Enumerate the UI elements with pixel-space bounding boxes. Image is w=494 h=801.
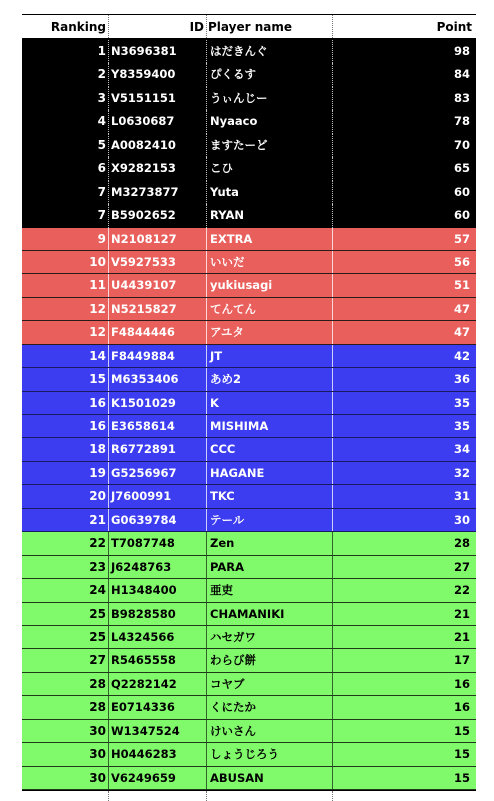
column-divider bbox=[206, 298, 207, 320]
column-divider bbox=[108, 204, 109, 227]
column-divider bbox=[206, 743, 207, 765]
column-divider bbox=[332, 696, 333, 718]
column-divider bbox=[332, 626, 333, 648]
ranking-cell: 9 bbox=[97, 231, 106, 246]
column-divider bbox=[206, 603, 207, 625]
ranking-cell: 30 bbox=[89, 770, 106, 785]
column-divider bbox=[332, 603, 333, 625]
column-divider bbox=[108, 368, 109, 390]
table-row bbox=[22, 87, 476, 110]
player-name-cell: ますたーど bbox=[210, 137, 268, 152]
table-row bbox=[22, 181, 476, 204]
column-divider bbox=[108, 603, 109, 625]
ranking-cell: 16 bbox=[89, 419, 106, 433]
ranking-cell: 4 bbox=[97, 114, 106, 129]
table-row bbox=[22, 532, 476, 555]
table-row bbox=[22, 438, 476, 461]
point-cell: 15 bbox=[453, 747, 470, 762]
id-cell: E0714336 bbox=[111, 700, 175, 715]
column-divider bbox=[332, 392, 333, 414]
table-row bbox=[22, 556, 476, 579]
column-divider bbox=[206, 462, 207, 484]
column-divider bbox=[108, 63, 109, 86]
ranking-cell: 12 bbox=[89, 325, 106, 340]
id-cell: V6249659 bbox=[111, 770, 176, 785]
player-name-cell: PARA bbox=[210, 559, 245, 574]
player-name-cell: EXTRA bbox=[210, 231, 253, 246]
ranking-cell: 28 bbox=[89, 700, 106, 715]
id-cell: J7600991 bbox=[111, 489, 172, 504]
id-cell: R6772891 bbox=[111, 442, 176, 457]
ranking-cell: 7 bbox=[97, 184, 106, 199]
point-cell: 65 bbox=[453, 161, 470, 176]
player-name-cell: 亜吏 bbox=[210, 583, 233, 598]
player-name-cell: コヤブ bbox=[210, 676, 245, 691]
column-divider bbox=[108, 251, 109, 273]
column-divider bbox=[206, 579, 207, 601]
point-cell: 60 bbox=[453, 184, 470, 199]
ranking-cell: 27 bbox=[89, 653, 106, 668]
table-row bbox=[22, 110, 476, 133]
player-name-cell: こひ bbox=[210, 161, 233, 176]
column-divider bbox=[108, 134, 109, 157]
column-divider bbox=[332, 649, 333, 671]
column-divider bbox=[206, 556, 207, 578]
point-cell: 17 bbox=[453, 653, 470, 668]
column-divider bbox=[108, 532, 109, 554]
column-divider bbox=[108, 626, 109, 648]
table-row bbox=[22, 251, 476, 274]
ranking-cell: 23 bbox=[89, 559, 106, 574]
player-name-cell: MISHIMA bbox=[210, 419, 269, 433]
player-name-cell: CHAMANIKI bbox=[210, 606, 285, 621]
id-cell: B9828580 bbox=[111, 606, 176, 621]
id-cell: H0446283 bbox=[111, 747, 177, 762]
table-row bbox=[22, 626, 476, 649]
point-cell: 32 bbox=[453, 465, 470, 480]
header-divider bbox=[206, 15, 207, 38]
ranking-cell: 2 bbox=[97, 67, 106, 82]
point-cell: 21 bbox=[453, 606, 470, 621]
column-divider bbox=[108, 720, 109, 742]
column-divider bbox=[332, 298, 333, 320]
column-divider bbox=[332, 720, 333, 742]
table-row bbox=[22, 509, 476, 532]
point-cell: 21 bbox=[453, 629, 470, 644]
ranking-cell: 12 bbox=[89, 301, 106, 316]
point-cell: 70 bbox=[453, 137, 470, 152]
column-divider bbox=[332, 228, 333, 250]
table-footer bbox=[22, 790, 476, 801]
column-divider bbox=[108, 157, 109, 180]
column-divider bbox=[206, 63, 207, 86]
column-divider bbox=[206, 368, 207, 390]
id-cell: E3658614 bbox=[111, 419, 175, 433]
id-cell: L4324566 bbox=[111, 629, 175, 644]
table-row bbox=[22, 743, 476, 766]
column-divider bbox=[108, 228, 109, 250]
ranking-cell: 15 bbox=[89, 372, 106, 387]
column-divider bbox=[108, 462, 109, 484]
column-divider bbox=[332, 767, 333, 789]
point-cell: 31 bbox=[453, 489, 470, 504]
point-cell: 57 bbox=[453, 231, 470, 246]
id-cell: G5256967 bbox=[111, 465, 177, 480]
player-name-cell: Zen bbox=[210, 536, 235, 551]
column-divider bbox=[206, 509, 207, 531]
table-body bbox=[22, 40, 476, 790]
ranking-cell: 7 bbox=[97, 208, 106, 223]
id-cell: L0630687 bbox=[111, 114, 175, 129]
player-name-cell: わらび餅 bbox=[210, 653, 256, 668]
id-cell: R5465558 bbox=[111, 653, 176, 668]
point-cell: 16 bbox=[453, 676, 470, 691]
header-ranking: Ranking bbox=[50, 20, 106, 34]
id-cell: V5927533 bbox=[111, 254, 176, 269]
ranking-table bbox=[22, 14, 476, 801]
point-cell: 60 bbox=[453, 208, 470, 223]
column-divider bbox=[332, 251, 333, 273]
table-header bbox=[22, 14, 476, 40]
table-row bbox=[22, 345, 476, 368]
column-divider bbox=[332, 63, 333, 86]
id-cell: N2108127 bbox=[111, 231, 177, 246]
ranking-cell: 25 bbox=[89, 629, 106, 644]
ranking-cell: 24 bbox=[89, 583, 106, 598]
column-divider bbox=[108, 392, 109, 414]
table-row bbox=[22, 649, 476, 672]
table-row bbox=[22, 321, 476, 344]
ranking-cell: 25 bbox=[89, 606, 106, 621]
player-name-cell: けいさん bbox=[210, 723, 256, 738]
ranking-cell: 1 bbox=[97, 44, 106, 58]
column-divider bbox=[206, 392, 207, 414]
ranking-cell: 18 bbox=[89, 442, 106, 457]
id-cell: H1348400 bbox=[111, 583, 177, 598]
id-cell: A0082410 bbox=[111, 137, 176, 152]
point-cell: 15 bbox=[453, 770, 470, 785]
point-cell: 28 bbox=[453, 536, 470, 551]
id-cell: U4439107 bbox=[111, 278, 177, 293]
column-divider bbox=[332, 368, 333, 390]
ranking-cell: 5 bbox=[97, 137, 106, 152]
point-cell: 15 bbox=[453, 723, 470, 738]
ranking-cell: 22 bbox=[89, 536, 106, 551]
column-divider bbox=[206, 134, 207, 157]
column-divider bbox=[108, 87, 109, 110]
id-cell: F4844446 bbox=[111, 325, 175, 340]
table-row bbox=[22, 673, 476, 696]
column-divider bbox=[332, 321, 333, 343]
point-cell: 22 bbox=[453, 583, 470, 598]
column-divider bbox=[332, 579, 333, 601]
ranking-cell: 10 bbox=[89, 254, 106, 269]
column-divider bbox=[206, 274, 207, 296]
ranking-cell: 16 bbox=[89, 395, 106, 410]
ranking-cell: 19 bbox=[89, 465, 106, 480]
point-cell: 47 bbox=[453, 301, 470, 316]
table-row bbox=[22, 603, 476, 626]
id-cell: M3273877 bbox=[111, 184, 179, 199]
id-cell: V5151151 bbox=[111, 90, 176, 105]
column-divider bbox=[108, 556, 109, 578]
point-cell: 30 bbox=[453, 512, 470, 527]
column-divider bbox=[108, 767, 109, 789]
point-cell: 83 bbox=[453, 90, 470, 105]
id-cell: G0639784 bbox=[111, 512, 177, 527]
column-divider bbox=[332, 110, 333, 133]
column-divider bbox=[332, 485, 333, 507]
id-cell: K1501029 bbox=[111, 395, 176, 410]
column-divider bbox=[108, 696, 109, 718]
player-name-cell: K bbox=[210, 395, 219, 410]
column-divider bbox=[108, 673, 109, 695]
column-divider bbox=[332, 274, 333, 296]
column-divider bbox=[206, 345, 207, 367]
column-divider bbox=[206, 157, 207, 180]
column-divider bbox=[332, 673, 333, 695]
table-row bbox=[22, 298, 476, 321]
table-row bbox=[22, 696, 476, 719]
header-point: Point bbox=[436, 20, 472, 34]
column-divider bbox=[332, 204, 333, 227]
id-cell: N3696381 bbox=[111, 44, 177, 58]
column-divider bbox=[206, 204, 207, 227]
id-cell: Y8359400 bbox=[111, 67, 176, 82]
header-divider bbox=[332, 15, 333, 38]
column-divider bbox=[206, 438, 207, 460]
id-cell: B5902652 bbox=[111, 208, 176, 223]
column-divider bbox=[332, 462, 333, 484]
point-cell: 98 bbox=[453, 44, 470, 58]
player-name-cell: はだきんぐ bbox=[210, 44, 268, 58]
column-divider bbox=[206, 720, 207, 742]
column-divider bbox=[332, 345, 333, 367]
player-name-cell: JT bbox=[210, 348, 223, 363]
column-divider bbox=[206, 181, 207, 204]
column-divider bbox=[332, 157, 333, 180]
ranking-cell: 3 bbox=[97, 90, 106, 105]
ranking-cell: 30 bbox=[89, 747, 106, 762]
point-cell: 34 bbox=[453, 442, 470, 457]
column-divider bbox=[108, 485, 109, 507]
player-name-cell: あめ2 bbox=[210, 372, 242, 387]
player-name-cell: Nyaaco bbox=[210, 114, 258, 129]
player-name-cell: CCC bbox=[210, 442, 236, 457]
table-row bbox=[22, 134, 476, 157]
player-name-cell: ABUSAN bbox=[210, 770, 264, 785]
column-divider bbox=[332, 181, 333, 204]
point-cell: 16 bbox=[453, 700, 470, 715]
column-divider bbox=[108, 274, 109, 296]
column-divider bbox=[108, 579, 109, 601]
column-divider bbox=[206, 767, 207, 789]
column-divider bbox=[206, 485, 207, 507]
column-divider bbox=[206, 87, 207, 110]
player-name-cell: アユタ bbox=[210, 325, 244, 340]
column-divider bbox=[206, 110, 207, 133]
table-row bbox=[22, 392, 476, 415]
column-divider bbox=[332, 134, 333, 157]
player-name-cell: HAGANE bbox=[210, 465, 265, 480]
column-divider bbox=[332, 556, 333, 578]
column-divider bbox=[332, 509, 333, 531]
column-divider bbox=[206, 532, 207, 554]
column-divider bbox=[206, 626, 207, 648]
column-divider bbox=[206, 228, 207, 250]
column-divider bbox=[108, 415, 109, 437]
point-cell: 42 bbox=[453, 348, 470, 363]
column-divider bbox=[206, 251, 207, 273]
point-cell: 35 bbox=[453, 395, 470, 410]
header-id: ID bbox=[189, 20, 204, 34]
point-cell: 51 bbox=[453, 278, 470, 293]
point-cell: 84 bbox=[453, 67, 470, 82]
table-row bbox=[22, 767, 476, 790]
id-cell: X9282153 bbox=[111, 161, 176, 176]
player-name-cell: yukiusagi bbox=[210, 278, 273, 293]
column-divider bbox=[332, 87, 333, 110]
point-cell: 78 bbox=[453, 114, 470, 129]
point-cell: 35 bbox=[453, 419, 470, 433]
ranking-cell: 11 bbox=[89, 278, 106, 293]
column-divider bbox=[332, 40, 333, 63]
column-divider bbox=[108, 298, 109, 320]
player-name-cell: TKC bbox=[210, 489, 235, 504]
table-row bbox=[22, 40, 476, 63]
column-divider bbox=[206, 40, 207, 63]
column-divider bbox=[332, 438, 333, 460]
id-cell: Q2282142 bbox=[111, 676, 177, 691]
column-divider bbox=[206, 321, 207, 343]
player-name-cell: RYAN bbox=[210, 208, 244, 223]
ranking-cell: 30 bbox=[89, 723, 106, 738]
player-name-cell: てんてん bbox=[210, 301, 256, 316]
point-cell: 36 bbox=[453, 372, 470, 387]
point-cell: 47 bbox=[453, 325, 470, 340]
column-divider bbox=[108, 110, 109, 133]
header-divider bbox=[108, 15, 109, 38]
table-row bbox=[22, 485, 476, 508]
player-name-cell: ぴくるす bbox=[210, 67, 256, 82]
id-cell: F8449884 bbox=[111, 348, 175, 363]
table-row bbox=[22, 228, 476, 251]
column-divider bbox=[108, 438, 109, 460]
point-cell: 27 bbox=[453, 559, 470, 574]
table-row bbox=[22, 415, 476, 438]
table-row bbox=[22, 63, 476, 86]
table-row bbox=[22, 579, 476, 602]
column-divider bbox=[108, 345, 109, 367]
column-divider bbox=[332, 532, 333, 554]
ranking-cell: 21 bbox=[89, 512, 106, 527]
player-name-cell: いいだ bbox=[210, 254, 245, 269]
ranking-cell: 6 bbox=[97, 161, 106, 176]
table-row bbox=[22, 157, 476, 180]
player-name-cell: Yuta bbox=[210, 184, 239, 199]
column-divider bbox=[332, 415, 333, 437]
player-name-cell: ハセガワ bbox=[210, 629, 256, 644]
column-divider bbox=[206, 696, 207, 718]
id-cell: J6248763 bbox=[111, 559, 172, 574]
table-row bbox=[22, 368, 476, 391]
player-name-cell: しょうじろう bbox=[210, 747, 279, 762]
id-cell: W1347524 bbox=[111, 723, 180, 738]
table-row bbox=[22, 204, 476, 227]
point-cell: 56 bbox=[453, 254, 470, 269]
column-divider bbox=[206, 415, 207, 437]
column-divider bbox=[108, 743, 109, 765]
table-row bbox=[22, 274, 476, 297]
table-row bbox=[22, 720, 476, 743]
column-divider bbox=[108, 40, 109, 63]
table-row bbox=[22, 462, 476, 485]
column-divider bbox=[332, 743, 333, 765]
player-name-cell: くにたか bbox=[210, 700, 256, 715]
column-divider bbox=[206, 649, 207, 671]
player-name-cell: うぃんじー bbox=[210, 90, 268, 105]
ranking-cell: 28 bbox=[89, 676, 106, 691]
column-divider bbox=[206, 673, 207, 695]
ranking-cell: 20 bbox=[89, 489, 106, 504]
column-divider bbox=[108, 509, 109, 531]
header-player-name: Player name bbox=[208, 20, 292, 34]
id-cell: T7087748 bbox=[111, 536, 175, 551]
id-cell: M6353406 bbox=[111, 372, 179, 387]
player-name-cell: テール bbox=[210, 512, 245, 527]
column-divider bbox=[108, 181, 109, 204]
column-divider bbox=[108, 649, 109, 671]
column-divider bbox=[108, 321, 109, 343]
ranking-cell: 14 bbox=[89, 348, 106, 363]
id-cell: N5215827 bbox=[111, 301, 177, 316]
